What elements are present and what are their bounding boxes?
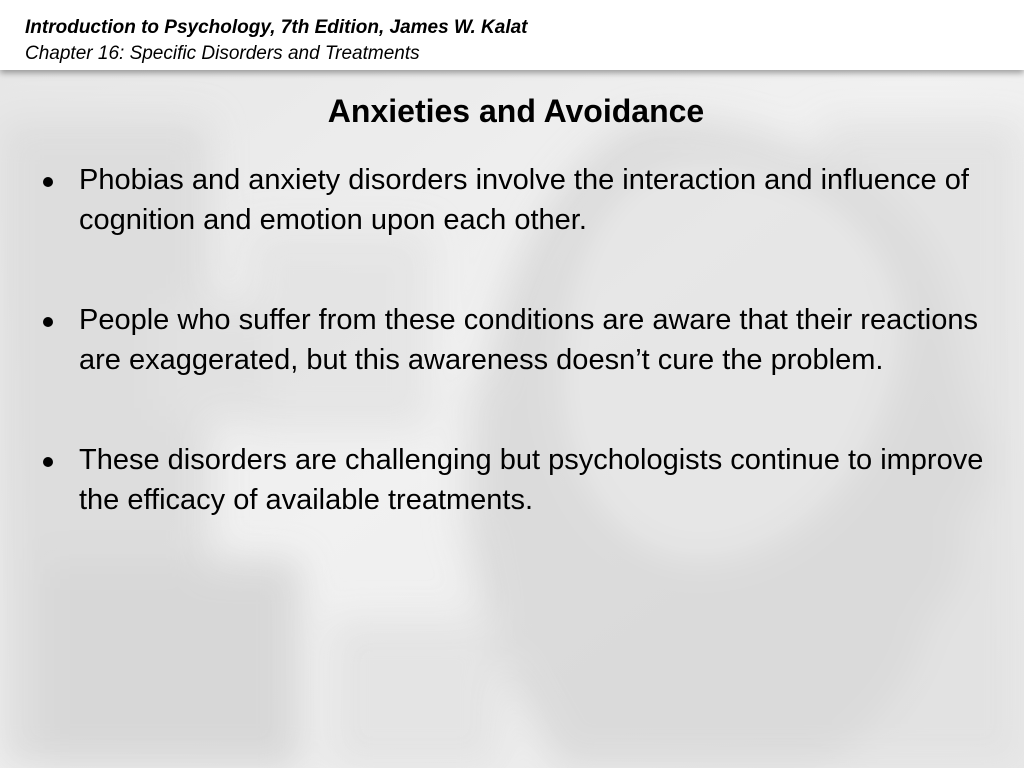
- book-title: Introduction to Psychology, 7th Edition, James W. Kalat: [25, 17, 528, 38]
- bullet-text: People who suffer from these conditions are aware that their reactions are exaggerated, but this awareness doesn’t cure the problem.: [79, 304, 978, 376]
- chapter-title: Chapter 16: Specific Disorders and Treatments: [25, 43, 420, 64]
- bullet-text: These disorders are challenging but psychologists continue to improve the efficacy of available treatments.: [79, 444, 984, 516]
- bullet-dot-icon: [43, 317, 53, 327]
- slide-title: Anxieties and Avoidance: [327, 93, 705, 129]
- bullet-list: [0, 160, 1024, 580]
- bullet-dot-icon: [43, 457, 53, 467]
- bullet-item: [0, 300, 1024, 380]
- bullet-text: Phobias and anxiety disorders involve the interaction and influence of cognition and emotion upon each other.: [79, 164, 969, 236]
- bullet-item: [0, 440, 1024, 520]
- bullet-dot-icon: [43, 177, 53, 187]
- slide-header: [0, 0, 1024, 70]
- bullet-item: [0, 160, 1024, 240]
